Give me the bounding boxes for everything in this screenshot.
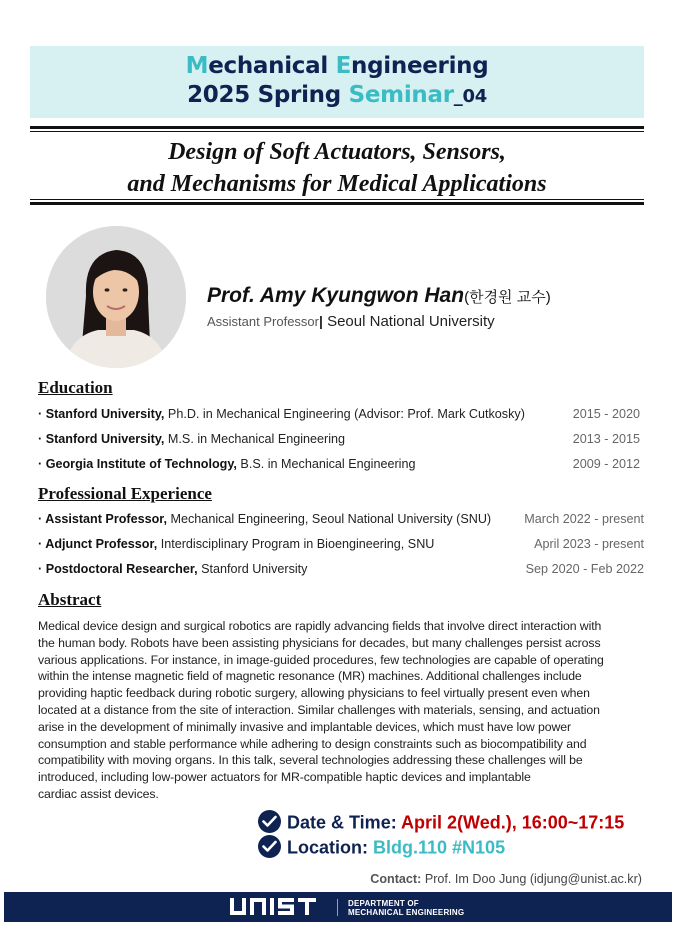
speaker-photo: [46, 226, 186, 368]
abstract-body: Medical device design and surgical robotics are rapidly advancing fields that involve direct interaction with the human body. Robots have been assisting physicians for decades, but many challenges persist across various applications. For instance, in image-guided procedures, few technologies are capable of operating within the intense magnetic field of magnetic resonance (MR) machines. Additional challenges include providing haptic feedback during robotic surgery, allowing physicians to feel virtually present even when located at a distance from the site of interaction. Similar challenges with materials, sensing, and actuation arise in the development of minimally invasive and implantable devices, which must have low power consumption and stable performance while adhering to design constraints such as biocompatibility and compatibility with moving organs. In this talk, several technologies addressing these challenges will be introduced, including low-power actuators for MR-compatible haptic devices and implantable cardiac assist devices.: [38, 619, 604, 801]
seminar-header: [30, 46, 644, 118]
experience-heading: Professional Experience: [38, 484, 212, 503]
talk-title: [30, 136, 644, 200]
experience-item: · Adjunct Professor, Interdisciplinary Program in Bioengineering, SNU April 2023 - present: [38, 537, 644, 551]
speaker-affiliation: Assistant Professor| Seoul National University: [207, 313, 495, 330]
footer-bar: [4, 892, 672, 922]
talk-title-line-1: Design of Soft Actuators, Sensors,: [168, 139, 506, 165]
department-title: Mechanical Engineering: [185, 53, 489, 79]
education-item: · Stanford University, M.S. in Mechanical Engineering 2013 - 2015: [38, 432, 640, 446]
contact-email: Prof. Im Doo Jung (idjung@unist.ac.kr): [421, 872, 642, 886]
event-location-value: Bldg.110 #N105: [373, 837, 506, 858]
education-item: · Georgia Institute of Technology, B.S. in Mechanical Engineering 2009 - 2012: [38, 457, 640, 471]
speaker-university: Seoul National University: [322, 313, 495, 330]
experience-item: · Postdoctoral Researcher, Stanford University Sep 2020 - Feb 2022: [38, 562, 644, 576]
event-datetime-value: April 2(Wed.), 16:00~17:15: [401, 812, 625, 833]
title-rule-bottom-thin: [30, 199, 644, 200]
contact-info: Contact: Prof. Im Doo Jung (idjung@unist.ac.kr): [370, 872, 642, 886]
speaker-name: Prof. Amy Kyungwon Han(한경원 교수): [207, 284, 551, 307]
title-rule-top-thin: [30, 131, 644, 132]
event-datetime: Date & Time: April 2(Wed.), 16:00~17:15: [258, 812, 624, 838]
seminar-number: 2025 Spring Seminar_04: [187, 82, 487, 108]
abstract-heading: Abstract: [38, 590, 102, 609]
speaker-role: Assistant Professor: [207, 314, 319, 329]
event-location: Location: Bldg.110 #N105: [258, 837, 505, 863]
education-heading: Education: [38, 378, 113, 397]
title-rule-top-thick: [30, 126, 644, 129]
talk-title-line-2: and Mechanisms for Medical Applications: [127, 171, 547, 197]
speaker-name-korean: (한경원 교수): [464, 289, 551, 306]
education-item: · Stanford University, Ph.D. in Mechanical Engineering (Advisor: Prof. Mark Cutkosky) 2015 - 2020: [38, 407, 640, 421]
department-name: DEPARTMENT OF MECHANICAL ENGINEERING: [348, 899, 465, 917]
experience-item: · Assistant Professor, Mechanical Engineering, Seoul National University (SNU) March 2022 - present: [38, 512, 644, 526]
unist-logo: [230, 898, 328, 921]
title-rule-bottom-thick: [30, 202, 644, 205]
check-circle-icon: [258, 810, 281, 833]
footer-divider: [337, 899, 338, 916]
check-circle-icon: [258, 835, 281, 858]
